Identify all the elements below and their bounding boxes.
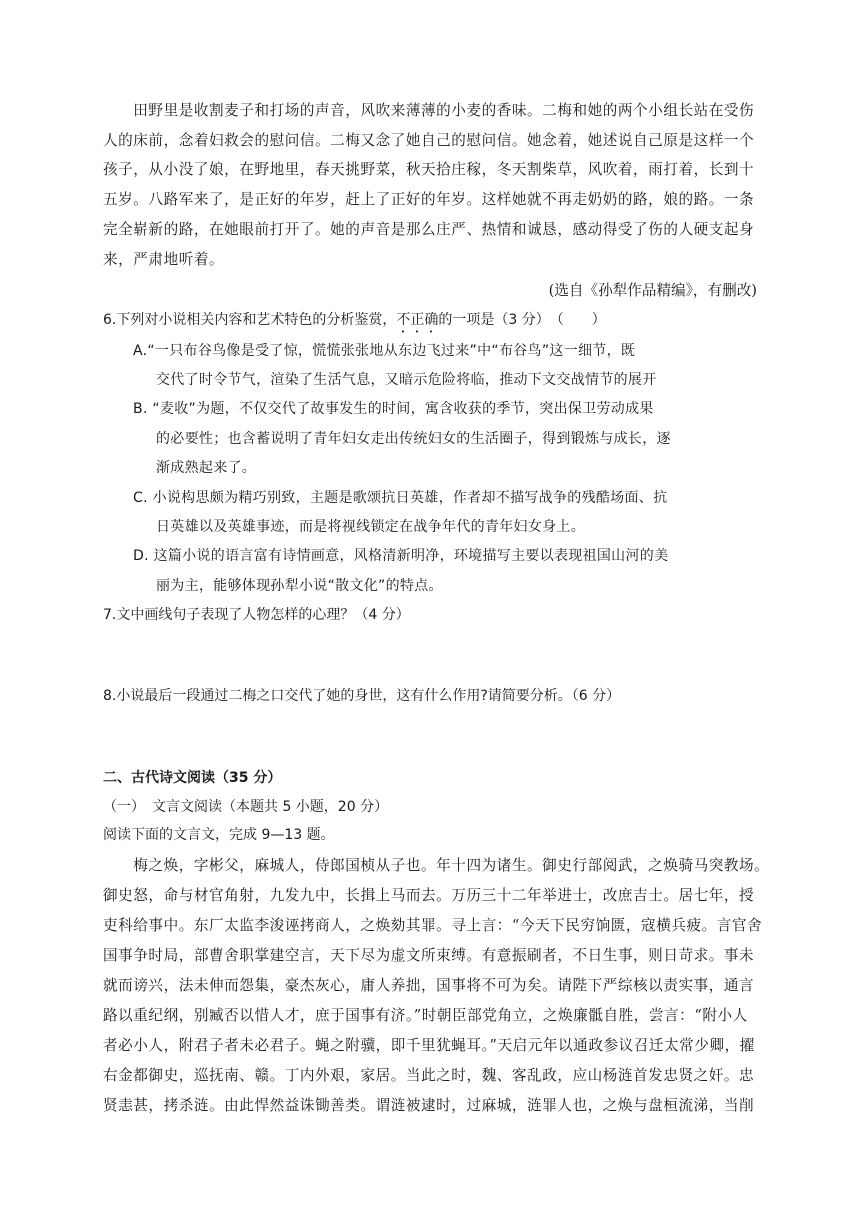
question-6-stem-b: 的一项是（3 分） （ ） (438, 312, 606, 328)
option-c-line-1: C. 小说构思颇为精巧别致，主题是歌颂抗日英雄，作者却不描写战争的残酷场面、抗 (133, 490, 668, 506)
option-d-line-1: D. 这篇小说的语言富有诗情画意，风格清新明净，环境描写主要以表现祖国山河的美 (133, 548, 669, 564)
option-a-line-1: A.“一只布谷鸟像是受了惊，慌慌张张地从东边飞过来”中“布谷鸟”这一细节，既 (133, 343, 636, 359)
passage1-line-1: 田野里是收割麦子和打场的声音，风吹来薄薄的小麦的香味。二梅和她的两个小组长站在受伤 (103, 102, 755, 119)
option-b-line-1: B. “麦收”为题，不仅交代了故事发生的时间，寓含收获的季节，突出保卫劳动成果 (133, 401, 654, 417)
passage2-line-1: 梅之焕，字彬父，麻城人，侍郎国桢从子也。年十四为诸生。御史行部阅武，之焕骑马突教场。 (103, 857, 770, 874)
option-d-line-2: 丽为主，能够体现孙犁小说“散文化”的特点。 (156, 578, 443, 594)
question-6-stem-a: 6.下列对小说相关内容和艺术特色的分析鉴赏， (103, 312, 397, 328)
passage2-line-2: 御史怒，命与材官角射，九发九中，长揖上马而去。万历三十二年举进士，改庶吉士。居七年，授 (103, 887, 755, 904)
section-2-subtitle: （一） 文言文阅读（本题共 5 小题，20 分） (103, 799, 389, 815)
option-b-line-2: 的必要性；也含蓄说明了青年妇女走出传统妇女的生活圈子，得到锻炼与成长，逐 (156, 431, 671, 447)
question-8: 8.小说最后一段通过二梅之口交代了她的身世，这有什么作用?请简要分析。（6 分） (103, 688, 621, 704)
passage2-line-6: 路以重纪纲，别臧否以惜人才，庶于国事有济。”时朝臣部党角立，之焕廉骶自胜，尝言：“附小人 (103, 1007, 748, 1024)
passage1-line-6: 来，严肃地听着。 (103, 251, 225, 268)
passage1-line-2: 人的床前，念着妇救会的慰问信。二梅又念了她自己的慰问信。她念着，她述说自己原是这样一个 (103, 132, 755, 149)
section-2-instruction: 阅读下面的文言文，完成 9—13 题。 (103, 827, 335, 843)
source-citation: (选自《孙犁作品精编》，有删改) (548, 282, 757, 299)
passage1-line-4: 五岁。八路军来了，是正好的年岁，赶上了正好的年岁。这样她就不再走奶奶的路，娘的路。一条 (103, 191, 755, 208)
passage2-line-5: 就而谤兴，法未伸而怨集，豪杰灰心，庸人养拙，国事将不可为矣。请陛下严综核以责实事，通言 (103, 977, 755, 994)
passage1-line-3: 孩子，从小没了娘，在野地里，春天挑野菜，秋天拾庄稼，冬天割柴草，风吹着，雨打着，长到十 (103, 161, 755, 178)
passage2-line-8: 右金都御史，巡抚南、赣。丁内外艰，家居。当此之时，魏、客乱政，应山杨涟首发忠贤之奸。忠 (103, 1067, 755, 1084)
section-2-title: 二、古代诗文阅读（35 分） (103, 770, 282, 786)
option-b-line-3: 渐成熟起来了。 (156, 460, 257, 476)
passage1-line-5: 完全崭新的路，在她眼前打开了。她的声音是那么庄严、热情和诚恳，感动得受了伤的人硬支起身 (103, 221, 755, 238)
question-7: 7.文中画线句子表现了人物怎样的心理？（4 分） (103, 607, 410, 623)
option-c-line-2: 日英雄以及英雄事迹，而是将视线锁定在战争年代的青年妇女身上。 (156, 519, 585, 535)
question-6-emphasis: 不正确 (396, 312, 439, 328)
passage2-line-3: 吏科给事中。东厂太监李浚诬拷商人，之焕劾其罪。寻上言：“今天下民穷饷匮，寇横兵疲。言官舍 (103, 917, 763, 934)
question-6-stem (103, 310, 606, 336)
option-a-line-2: 交代了时令节气，渲染了生活气息，又暗示危险将临，推动下文交战情节的展开 (156, 372, 657, 388)
passage2-line-9: 贤恚甚，拷杀涟。由此悍然益诛锄善类。谓涟被逮时，过麻城，涟罪人也，之焕与盘桓流涕，当削 (103, 1097, 755, 1114)
passage2-line-4: 国事争时局，部曹舍职掌建空言，天下尽为虚文所束缚。有意振刷者，不日生事，则日苛求。事未 (103, 947, 755, 964)
passage2-line-7: 者必小人，附君子者未必君子。蝇之附骥，即千里犹蝇耳。”天启元年以通政参议召迁太常少卿，擢 (103, 1037, 755, 1054)
